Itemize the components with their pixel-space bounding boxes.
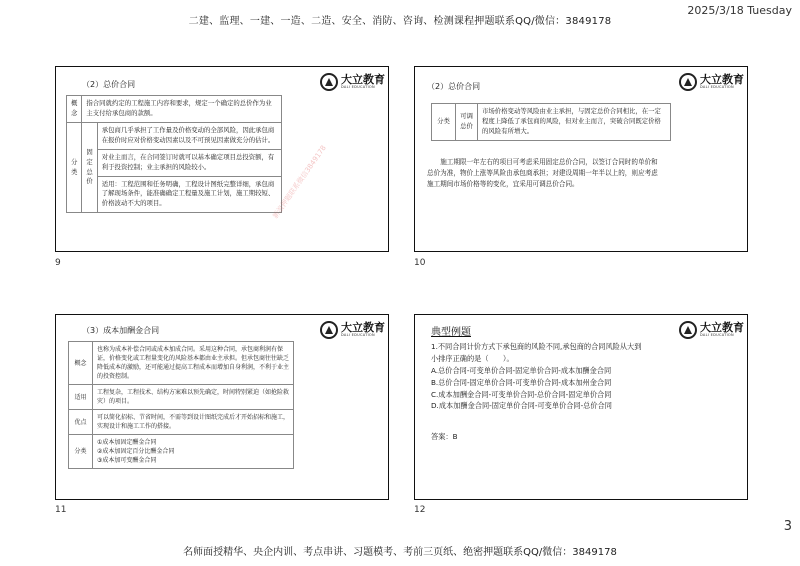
row-text: 指合同就约定的工程施工内容和要求，规定一个确定的总价作为业主支付给承包商的款额。 bbox=[82, 96, 282, 123]
list-item: ③成本加可变酬金合同 bbox=[97, 457, 157, 464]
row-label: 优点 bbox=[69, 410, 93, 435]
slide-9 bbox=[55, 66, 389, 252]
slide-title: （2）总价合同 bbox=[427, 82, 481, 91]
logo-icon bbox=[320, 321, 338, 339]
row-text: 工程复杂，工程技术、结构方案难以预先确定，时间特别紧迫（如抢险救灾）的项目。 bbox=[93, 385, 294, 410]
sub-label: 可调总价 bbox=[456, 104, 478, 141]
row-label: 适用 bbox=[69, 385, 93, 410]
table-row bbox=[432, 104, 671, 141]
row-text bbox=[93, 435, 294, 469]
row-text: 可以简化招标、节省时间，不需等到设计图纸完成后才开始招标和施工，实现设计和施工工作的搭接。 bbox=[93, 410, 294, 435]
list-item: ①成本加固定酬金合同 bbox=[97, 439, 157, 446]
logo-subtext: DALI EDUCATION bbox=[700, 333, 734, 338]
slide-number: 10 bbox=[414, 258, 426, 268]
question-text: 1.不同合同计价方式下承包商的风险不同,承包商的合同风险从大到 bbox=[431, 342, 642, 351]
table-row bbox=[69, 385, 294, 410]
row-label: 概念 bbox=[67, 96, 82, 123]
paragraph: 施工期限一年左右的项目可考虑采用固定总价合同，以签订合同时的单价和总价为准，物价上涨等风险由承包商承担；对建设周期一年半以上的，则应考虑施工期间市场价格等的变化，宜采用可调总价合同。 bbox=[427, 158, 658, 189]
slide-title: （2）总价合同 bbox=[82, 80, 136, 89]
logo-icon bbox=[679, 73, 697, 91]
option-a: A.总价合同-可变单价合同-固定单价合同-成本加酬金合同 bbox=[431, 365, 612, 375]
slide-title: 典型例题 bbox=[431, 327, 471, 338]
row-label: 分类 bbox=[67, 122, 82, 212]
sub-label: 固定总价 bbox=[82, 122, 97, 212]
logo-subtext: DALI EDUCATION bbox=[341, 333, 375, 338]
option-b: B.总价合同-固定单价合同-可变单价合同-成本加州金合同 bbox=[431, 377, 612, 387]
row-text: 承包商几乎承担了工作量及价格变动的全部风险，因此承包商在报价时应对价格变动因素以及不可预见因素做充分的估计。 bbox=[97, 122, 281, 149]
logo bbox=[320, 73, 385, 91]
date-label: 2025/3/18 Tuesday bbox=[687, 4, 792, 17]
watermark: 新浪押题联系微信3849178 bbox=[271, 143, 328, 221]
logo-icon bbox=[320, 73, 338, 91]
table-row bbox=[69, 342, 294, 385]
slide-12 bbox=[414, 314, 748, 500]
row-label: 分类 bbox=[69, 435, 93, 469]
question-block bbox=[431, 341, 641, 412]
list-item: ②成本加固定百分比酬金合同 bbox=[97, 448, 175, 455]
slide-11 bbox=[55, 314, 389, 500]
table-row bbox=[67, 122, 282, 149]
concept-table bbox=[66, 95, 282, 213]
table-row bbox=[67, 96, 282, 123]
option-c: C.成本加酬金合同-可变单价合同-总价合同-固定单价合同 bbox=[431, 389, 612, 399]
logo-icon bbox=[679, 321, 697, 339]
adjustable-table bbox=[431, 103, 671, 141]
logo-subtext: DALI EDUCATION bbox=[700, 85, 734, 90]
logo bbox=[320, 321, 385, 339]
table-row bbox=[69, 410, 294, 435]
option-d: D.成本加酬金合同-固定单价合同-可变单价合同-总价合同 bbox=[431, 401, 612, 411]
logo-text: 大立教育 bbox=[341, 321, 385, 335]
table-row bbox=[67, 176, 282, 213]
logo-text: 大立教育 bbox=[341, 73, 385, 87]
slide-title: （3）成本加酬金合同 bbox=[82, 326, 160, 335]
row-text: 也称为成本补偿合同或成本加成合同。采用这种合同，承包商利润有保证，价格变化或工程量变化的风险基本都由业主承担。但承包商往往缺乏降低成本的激励，还可能通过提高工程成本而增加自身利润，不利于业主的投资控制。 bbox=[93, 342, 294, 385]
answer-text: 答案：B bbox=[431, 432, 458, 441]
row-text: 市场价格变动等风险由业主承担，与固定总价合同相比，在一定程度上降低了承包商的风险，但对业主而言，突破合同既定价格的风险有所增大。 bbox=[478, 104, 671, 141]
logo-text: 大立教育 bbox=[700, 73, 744, 87]
footer-banner: 名师面授精华、央企内训、考点串讲、习题模考、考前三页纸、绝密押题联系QQ/微信：3849178 bbox=[183, 547, 617, 558]
logo-subtext: DALI EDUCATION bbox=[341, 85, 375, 90]
table-row bbox=[69, 435, 294, 469]
slide-10 bbox=[414, 66, 748, 252]
logo bbox=[679, 321, 744, 339]
row-label: 概念 bbox=[69, 342, 93, 385]
logo bbox=[679, 73, 744, 91]
slide-number: 9 bbox=[55, 258, 61, 268]
question-text: 小排序正确的是（ ）。 bbox=[431, 353, 514, 363]
logo-text: 大立教育 bbox=[700, 321, 744, 335]
page-number: 3 bbox=[783, 519, 792, 534]
cost-plus-table bbox=[68, 341, 294, 469]
row-text: 适用：工程范围和任务明确，工程设计图纸完整详细，承包商了解现场条件，能准确确定工程量及施工计划，施工期较短、价格波动不大的项目。 bbox=[97, 176, 281, 213]
header-banner: 二建、监理、一建、一造、二造、安全、消防、咨询、检测课程押题联系QQ/微信：3849178 bbox=[188, 16, 612, 27]
row-text: 对业主而言，在合同签订时就可以基本确定项目总投资额，有利于投资控制；业主承担的风险较小。 bbox=[97, 149, 281, 176]
row-label: 分类 bbox=[432, 104, 456, 141]
slide-number: 11 bbox=[55, 505, 67, 515]
slide-number: 12 bbox=[414, 505, 426, 515]
table-row bbox=[67, 149, 282, 176]
